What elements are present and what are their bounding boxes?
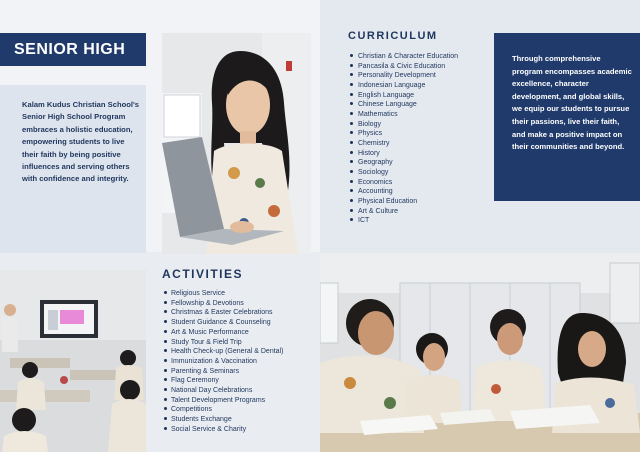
curriculum-item: Christian & Character Education xyxy=(350,52,492,62)
page-title: SENIOR HIGH xyxy=(0,33,146,66)
curriculum-list xyxy=(350,52,492,226)
activity-item: Immunization & Vaccination xyxy=(164,357,320,367)
activity-item: Christmas & Easter Celebrations xyxy=(164,308,320,318)
curriculum-item: Physical Education xyxy=(350,197,492,207)
curriculum-item: Art & Culture xyxy=(350,207,492,217)
curriculum-item: Biology xyxy=(350,120,492,130)
curriculum-heading: CURRICULUM xyxy=(348,30,438,42)
activity-item: Study Tour & Field Trip xyxy=(164,338,320,348)
curriculum-item: Indonesian Language xyxy=(350,81,492,91)
curriculum-item: Economics xyxy=(350,178,492,188)
activity-item: National Day Celebrations xyxy=(164,386,320,396)
activity-item: Students Exchange xyxy=(164,415,320,425)
curriculum-item: Pancasila & Civic Education xyxy=(350,62,492,72)
curriculum-item: Accounting xyxy=(350,187,492,197)
curriculum-item: Personality Development xyxy=(350,71,492,81)
curriculum-item: Mathematics xyxy=(350,110,492,120)
curriculum-item: Geography xyxy=(350,158,492,168)
activity-item: Health Check-up (General & Dental) xyxy=(164,347,320,357)
students-group-photo xyxy=(320,253,640,452)
activity-item: Parenting & Seminars xyxy=(164,367,320,377)
curriculum-item: Sociology xyxy=(350,168,492,178)
classroom-photo xyxy=(0,270,146,452)
activity-item: Competitions xyxy=(164,405,320,415)
curriculum-item: Chinese Language xyxy=(350,100,492,110)
intro-text: Kalam Kudus Christian School's Senior High School Program embraces a holistic education, empowering students to live their faith by being positive influences and serving others with confidence and integrity. xyxy=(0,85,146,253)
activity-item: Talent Development Programs xyxy=(164,396,320,406)
activity-item: Flag Ceremony xyxy=(164,376,320,386)
activities-heading: ACTIVITIES xyxy=(162,267,244,281)
curriculum-item: Physics xyxy=(350,129,492,139)
activities-list xyxy=(164,289,320,435)
activity-item: Art & Music Performance xyxy=(164,328,320,338)
activity-item: Fellowship & Devotions xyxy=(164,299,320,309)
activity-item: Social Service & Charity xyxy=(164,425,320,435)
curriculum-item: English Language xyxy=(350,91,492,101)
program-highlight-text: Through comprehensive program encompasses academic excellence, character development, and global skills, we equip our students to pursue their passions, live their faith, and make a positive impact on their communities and beyond. xyxy=(494,33,640,201)
curriculum-item: History xyxy=(350,149,492,159)
activity-item: Student Guidance & Counseling xyxy=(164,318,320,328)
student-laptop-photo xyxy=(162,33,311,254)
activity-item: Religious Service xyxy=(164,289,320,299)
curriculum-item: Chemistry xyxy=(350,139,492,149)
curriculum-item: ICT xyxy=(350,216,492,226)
